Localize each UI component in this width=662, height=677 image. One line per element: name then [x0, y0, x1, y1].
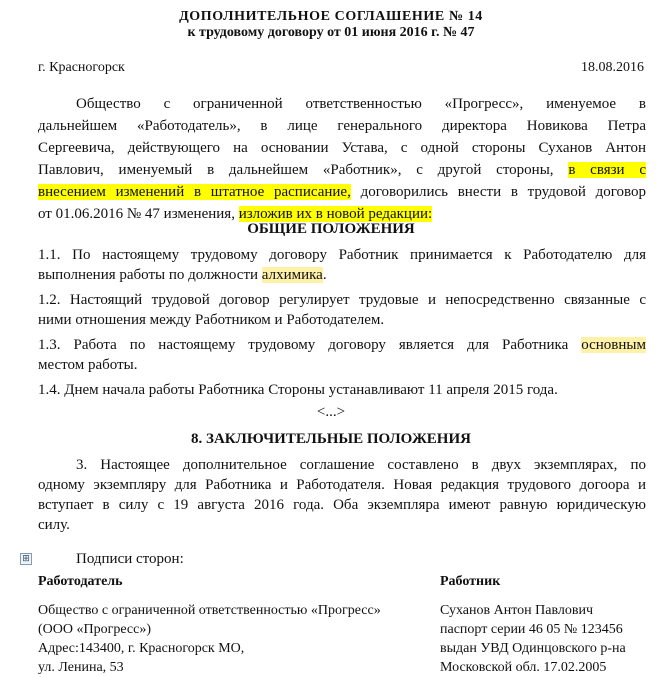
- clause-line: 3. Настоящее дополнительное соглашение составлено в двух экземплярах, по: [76, 457, 646, 473]
- clause-line: 1.3. Работа по настоящему трудовому договору является для Работника основным: [38, 337, 646, 353]
- employer-heading: Работодатель: [38, 574, 123, 589]
- preamble-line: от 01.06.2016 № 47 изменения, изложив их в новой редакции:: [38, 206, 433, 222]
- signatures-caption: Подписи сторон:: [76, 551, 184, 567]
- highlight: внесением изменений в штатное расписание,: [38, 184, 351, 200]
- document-date: 18.08.2016: [581, 60, 644, 75]
- employee-line: паспорт серии 46 05 № 123456: [440, 622, 623, 637]
- clause-line: выполнения работы по должности алхимика.: [38, 267, 327, 283]
- highlight: изложив их в новой редакции:: [238, 206, 433, 222]
- employee-line: Московской обл. 17.02.2005: [440, 660, 607, 675]
- city: г. Красногорск: [38, 60, 125, 75]
- clause-line: одному экземпляру для Работника и Работодателя. Новая редакция трудового догоора и: [38, 477, 646, 493]
- preamble-line: Павлович, именуемый в дальнейшем «Работник», с другой стороны, в связи с: [38, 162, 647, 178]
- clause-line: 1.1. По настоящему трудовому договору Работник принимается к Работодателю для: [38, 247, 646, 263]
- employee-line: Суханов Антон Павлович: [440, 603, 594, 618]
- employer-line: Адрес:143400, г. Красногорск МО,: [38, 641, 245, 656]
- preamble-line: Общество с ограниченной ответственностью «Прогресс», именуемое в: [76, 96, 646, 112]
- employee-line: выдан УВД Одинцовского р-на: [440, 641, 626, 656]
- clause-line: силу.: [38, 517, 70, 533]
- clause-line: вступает в силу с 19 августа 2016 года. Оба экземпляра имеют равную юридическую: [38, 497, 646, 513]
- employee-block: [440, 572, 660, 677]
- section-title: 8. ЗАКЛЮЧИТЕЛЬНЫЕ ПОЛОЖЕНИЯ: [191, 431, 471, 447]
- document-subtitle: к трудовому договору от 01 июня 2016 г. № 47: [187, 25, 475, 40]
- clause-line: 1.4. Днем начала работы Работника Стороны устанавливают 11 апреля 2015 года.: [38, 382, 558, 398]
- document-title: ДОПОЛНИТЕЛЬНОЕ СОГЛАШЕНИЕ № 14: [179, 9, 483, 24]
- employer-block: [38, 572, 418, 677]
- highlight: алхимика: [261, 267, 323, 283]
- move-anchor-icon[interactable]: ⊞: [20, 553, 32, 565]
- preamble-line: внесением изменений в штатное расписание, договорились внести в трудовой договор: [38, 184, 646, 200]
- highlight: основным: [581, 337, 646, 353]
- preamble-line: Сергеевича, действующего на основании Устава, с одной стороны Суханов Антон: [38, 140, 646, 156]
- clause-line: ними отношения между Работником и Работодателем.: [38, 312, 385, 328]
- highlight: в связи с: [568, 162, 647, 178]
- employer-line: (ООО «Прогресс»): [38, 622, 151, 637]
- employee-heading: Работник: [440, 574, 501, 589]
- clause-line: 1.2. Настоящий трудовой договор регулирует трудовые и непосредственно связанные с: [38, 292, 646, 308]
- employer-line: Общество с ограниченной ответственностью «Прогресс»: [38, 603, 381, 618]
- preamble-line: дальнейшем «Работодатель», в лице генерального директора Новикова Петра: [38, 118, 646, 134]
- omission-mark: <...>: [316, 404, 346, 420]
- clause-line: местом работы.: [38, 357, 138, 373]
- section-title: ОБЩИЕ ПОЛОЖЕНИЯ: [247, 221, 415, 237]
- employer-line: ул. Ленина, 53: [38, 660, 124, 675]
